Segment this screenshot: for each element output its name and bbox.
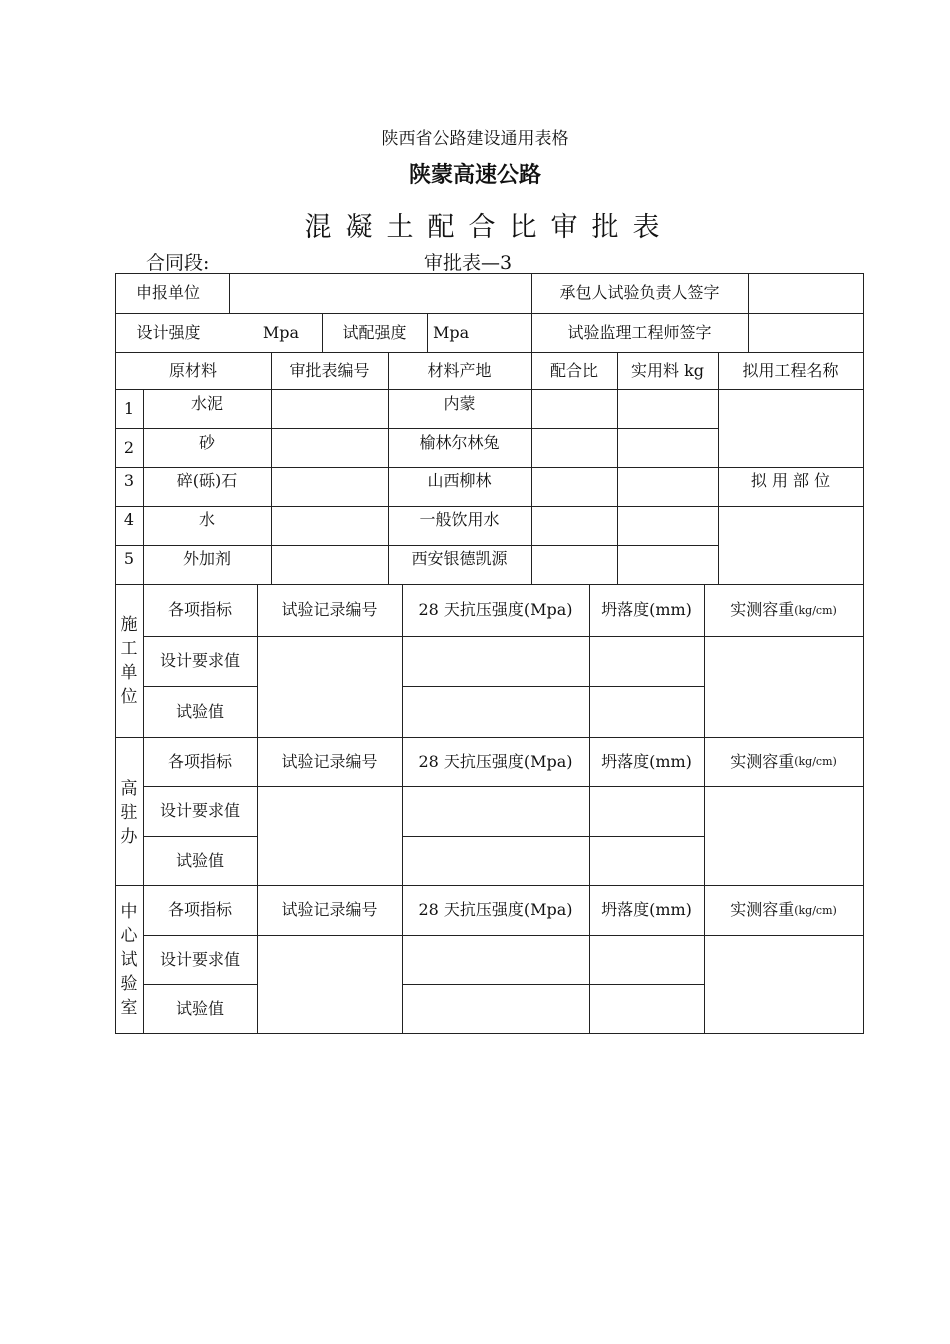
header-slump: 坍落度(mm) (601, 600, 692, 619)
header-slump: 坍落度(mm) (601, 751, 692, 771)
row-design-value: 设计要求值 (159, 949, 240, 969)
material-name: 外加剂 (182, 549, 231, 568)
form-title: 混凝土配合比审批表 (304, 212, 674, 243)
contract-section-label: 合同段: (146, 252, 210, 274)
material-origin: 山西柳林 (427, 471, 492, 490)
design-strength-unit[interactable]: Mpa (262, 322, 300, 342)
header-record-no: 试验记录编号 (281, 900, 378, 919)
header-indicators: 各项指标 (167, 900, 232, 919)
project-name: 陕蒙高速公路 (408, 163, 541, 188)
material-row-no: 2 (123, 437, 135, 457)
header-record-no: 试验记录编号 (281, 751, 378, 771)
planned-location-label: 拟 用 部 位 (750, 471, 831, 490)
row-test-value: 试验值 (175, 998, 224, 1018)
contractor-sign-field[interactable] (748, 273, 863, 313)
material-origin: 内蒙 (443, 394, 476, 413)
material-name: 砂 (198, 433, 215, 452)
applicant-label: 申报单位 (136, 283, 201, 302)
form-number: 审批表—3 (424, 252, 513, 274)
material-name: 碎(砾)石 (176, 471, 238, 490)
trial-strength-label: 试配强度 (342, 322, 407, 342)
trial-strength-unit[interactable]: Mpa (433, 322, 470, 342)
contractor-sign-label: 承包人试验负责人签字 (559, 283, 720, 302)
material-name: 水 (198, 510, 215, 529)
header-indicators: 各项指标 (167, 600, 232, 619)
material-row-no: 5 (123, 549, 135, 568)
header-record-no: 试验记录编号 (281, 600, 378, 619)
header-28d-strength: 28 天抗压强度(Mpa) (418, 900, 573, 919)
header-density: 实测容重 (kg/cm) (730, 900, 837, 919)
col-header-material: 原材料 (168, 360, 217, 380)
material-name: 水泥 (190, 394, 223, 413)
material-row-no: 4 (123, 510, 135, 529)
row-test-value: 试验值 (175, 850, 224, 870)
col-header-project-name: 拟用工程名称 (742, 360, 839, 380)
section-label-central-lab: 中 心 试 验 室 (120, 902, 138, 1018)
col-header-actual-kg: 实用料 kg (630, 360, 705, 380)
section-label-resident-office: 高 驻 办 (120, 778, 138, 847)
design-strength-label: 设计强度 (136, 322, 201, 342)
applicant-field[interactable] (229, 273, 531, 313)
header-density: 实测容重 (kg/cm) (730, 751, 837, 771)
col-header-origin: 材料产地 (427, 360, 492, 380)
header-density: 实测容重 (kg/cm) (730, 600, 837, 619)
supervisor-sign-field[interactable] (748, 313, 863, 352)
material-origin: 一般饮用水 (419, 510, 500, 529)
supervisor-sign-label: 试验监理工程师签字 (567, 322, 712, 342)
section-label-construction-unit: 施 工 单 位 (120, 615, 138, 707)
col-header-mix-ratio: 配合比 (549, 360, 598, 380)
org-header: 陕西省公路建设通用表格 (381, 129, 569, 149)
material-row-no: 1 (123, 398, 135, 418)
row-design-value: 设计要求值 (159, 651, 240, 670)
header-slump: 坍落度(mm) (601, 900, 692, 919)
row-test-value: 试验值 (175, 701, 224, 721)
col-header-approval-no: 审批表编号 (289, 360, 370, 380)
material-row-no: 3 (123, 471, 135, 490)
material-origin: 榆林尔林兔 (419, 433, 500, 452)
material-origin: 西安银德凯源 (411, 549, 508, 568)
row-design-value: 设计要求值 (159, 801, 240, 820)
header-indicators: 各项指标 (167, 751, 232, 771)
header-28d-strength: 28 天抗压强度(Mpa) (418, 751, 573, 771)
header-28d-strength: 28 天抗压强度(Mpa) (418, 600, 573, 619)
